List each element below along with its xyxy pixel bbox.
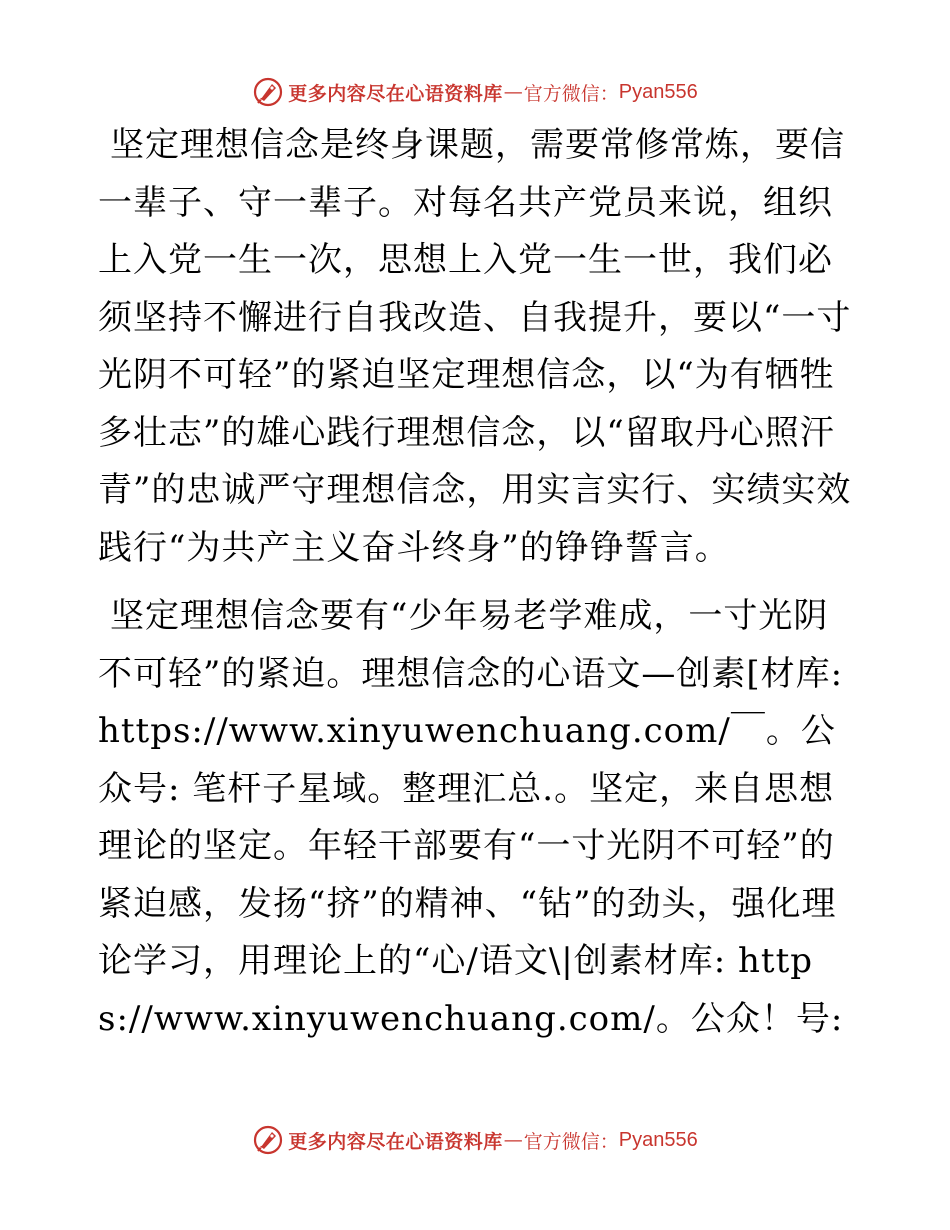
footer-watermark [0,1120,950,1160]
watermark-wechat-label: 官方微信： [523,1130,619,1153]
watermark-separator: — [503,81,523,103]
watermark-separator: — [503,1129,523,1151]
watermark-account: Pyan556 [618,80,698,103]
paragraph-1: 坚定理想信念是终身课题，需要常修常炼，要信一辈子、守一辈子。对每名共产党员来说，组织上入党一生一次，思想上入党一生一世，我们必须坚持不懈进行自我改造、自我提升，要以“一寸光阴不可轻”的紧迫坚定理想信念，以“为有牺牲多壮志”的雄心践行理想信念，以“留取丹心照汗青”的忠诚严守理想信念，用实言实行、实绩实效践行“为共产主义奋斗终身”的铮铮誓言。 [98,125,852,568]
pen-nib-logo-icon [252,76,284,108]
watermark-account: Pyan556 [618,1128,698,1151]
pen-nib-logo-icon [252,1124,284,1156]
paragraph-2: 坚定理想信念要有“少年易老学难成，一寸光阴不可轻”的紧迫。理想信念的心语文—创素[材库: https://www.xinyuwenchuang.com/￣。公众号: 笔杆子星域。整理汇总.。坚定，来自思想理论的坚定。年轻干部要有“一寸光阴不可轻”的紧迫感，发扬“挤”的精神、“钻”的劲头，强化理论学习，用理论上的“心/语文\|创素材库: https://www.xinyuwenchuang.com/。公众！号: [98,596,844,1039]
document-body [98,117,858,1059]
header-watermark [0,72,950,112]
watermark-brand: 更多内容尽在心语资料库 [288,82,503,105]
watermark-wechat-label: 官方微信： [523,82,619,105]
watermark-brand: 更多内容尽在心语资料库 [288,1130,503,1153]
